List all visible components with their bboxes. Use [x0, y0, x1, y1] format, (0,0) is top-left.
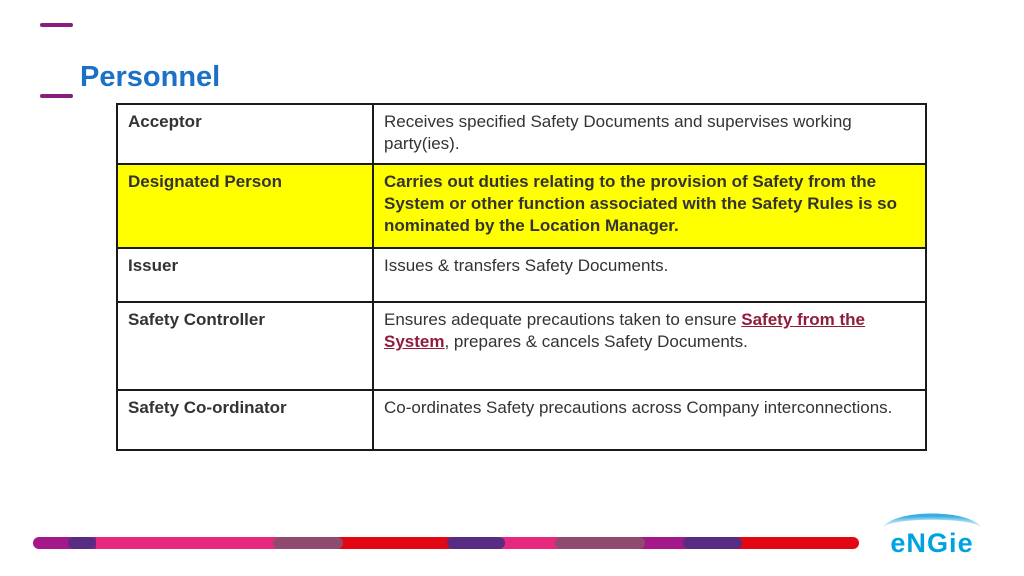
brand-color-bar [33, 537, 859, 549]
engie-logo [882, 506, 982, 558]
brand-bar-segment [683, 537, 742, 549]
table-row [117, 302, 926, 390]
table-row [117, 248, 926, 302]
brand-bar-segment [447, 537, 505, 549]
description-cell [373, 248, 926, 302]
table-row [117, 104, 926, 164]
description-cell [373, 390, 926, 450]
description-cell [373, 104, 926, 164]
safety-from-system-link[interactable]: Safety from the System [384, 310, 865, 351]
description-text: Ensures adequate precautions taken to ensure [384, 310, 742, 329]
description-text: Co-ordinates Safety precautions across Company interconnections. [384, 398, 893, 417]
engie-logo-dome [883, 514, 981, 527]
brand-bar-segment [68, 537, 96, 549]
description-text: Carries out duties relating to the provision of Safety from the System or other function associated with the Safety Rules is so nominated by the Location Manager. [384, 172, 897, 235]
role-cell: Issuer [117, 248, 373, 302]
accent-dash-bottom [40, 94, 73, 98]
description-text: Issues & transfers Safety Documents. [384, 256, 669, 275]
personnel-table [116, 103, 927, 451]
page-title: Personnel [80, 61, 221, 94]
personnel-table-body [117, 104, 926, 450]
role-cell: Safety Co-ordinator [117, 390, 373, 450]
role-cell: Acceptor [117, 104, 373, 164]
engie-logo-wordmark: eNGie [890, 527, 974, 558]
role-cell: Safety Controller [117, 302, 373, 390]
table-row [117, 390, 926, 450]
brand-bar-segment [273, 537, 343, 549]
role-cell: Designated Person [117, 164, 373, 248]
description-cell [373, 302, 926, 390]
table-row [117, 164, 926, 248]
description-text: , prepares & cancels Safety Documents. [444, 332, 748, 351]
accent-dash-top [40, 23, 73, 27]
brand-bar-segment [555, 537, 645, 549]
description-text: Receives specified Safety Documents and supervises working party(ies). [384, 112, 852, 153]
description-cell [373, 164, 926, 248]
